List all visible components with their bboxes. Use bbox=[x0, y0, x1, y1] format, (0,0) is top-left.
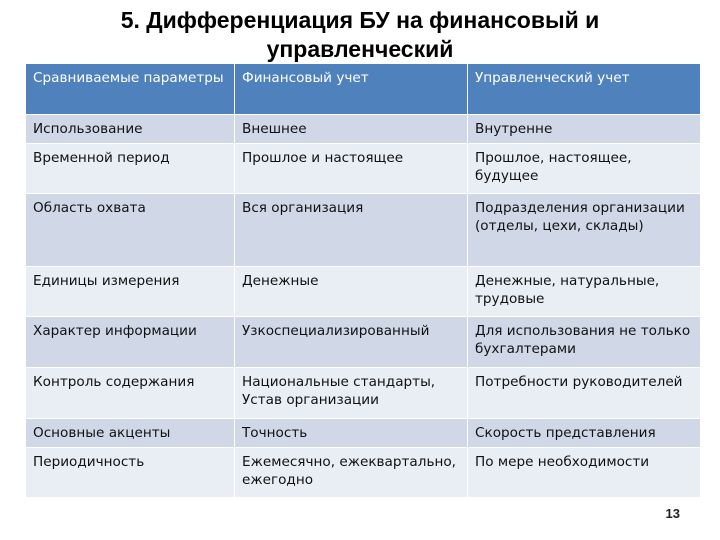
table-row bbox=[26, 144, 701, 194]
row-management-value: Прошлое, настоящее, будущее bbox=[468, 144, 701, 194]
row-financial-value: Ежемесячно, ежеквартально, ежегодно bbox=[235, 448, 468, 498]
row-parameter: Область охвата bbox=[26, 194, 235, 267]
row-financial-value: Национальные стандарты, Устав организации bbox=[235, 368, 468, 419]
row-management-value: Для использования не только бухгалтерами bbox=[468, 317, 701, 368]
row-parameter: Контроль содержания bbox=[26, 368, 235, 419]
row-financial-value: Внешнее bbox=[235, 115, 468, 144]
row-parameter: Использование bbox=[26, 115, 235, 144]
table-row bbox=[26, 419, 701, 448]
row-management-value: Потребности руководителей bbox=[468, 368, 701, 419]
header-financial-accounting: Финансовый учет bbox=[235, 64, 468, 115]
row-financial-value: Вся организация bbox=[235, 194, 468, 267]
header-parameters: Сравниваемые параметры bbox=[26, 64, 235, 115]
table-row bbox=[26, 317, 701, 368]
row-financial-value: Узкоспециализированный bbox=[235, 317, 468, 368]
comparison-table bbox=[25, 63, 701, 498]
row-management-value: По мере необходимости bbox=[468, 448, 701, 498]
row-parameter: Периодичность bbox=[26, 448, 235, 498]
row-parameter: Основные акценты bbox=[26, 419, 235, 448]
table-row bbox=[26, 448, 701, 498]
page-number: 13 bbox=[665, 506, 680, 521]
slide-title: 5. Дифференциация БУ на финансовый и управленческий bbox=[120, 7, 600, 62]
row-financial-value: Точность bbox=[235, 419, 468, 448]
row-financial-value: Прошлое и настоящее bbox=[235, 144, 468, 194]
row-management-value: Скорость представления bbox=[468, 419, 701, 448]
table-row bbox=[26, 115, 701, 144]
row-parameter: Временной период bbox=[26, 144, 235, 194]
table-row bbox=[26, 267, 701, 317]
row-management-value: Подразделения организации (отделы, цехи, склады) bbox=[468, 194, 701, 267]
row-management-value: Внутренне bbox=[468, 115, 701, 144]
table-row bbox=[26, 368, 701, 419]
row-management-value: Денежные, натуральные, трудовые bbox=[468, 267, 701, 317]
row-parameter: Единицы измерения bbox=[26, 267, 235, 317]
header-management-accounting: Управленческий учет bbox=[468, 64, 701, 115]
row-financial-value: Денежные bbox=[235, 267, 468, 317]
table-header-row bbox=[26, 64, 701, 115]
table-row bbox=[26, 194, 701, 267]
row-parameter: Характер информации bbox=[26, 317, 235, 368]
